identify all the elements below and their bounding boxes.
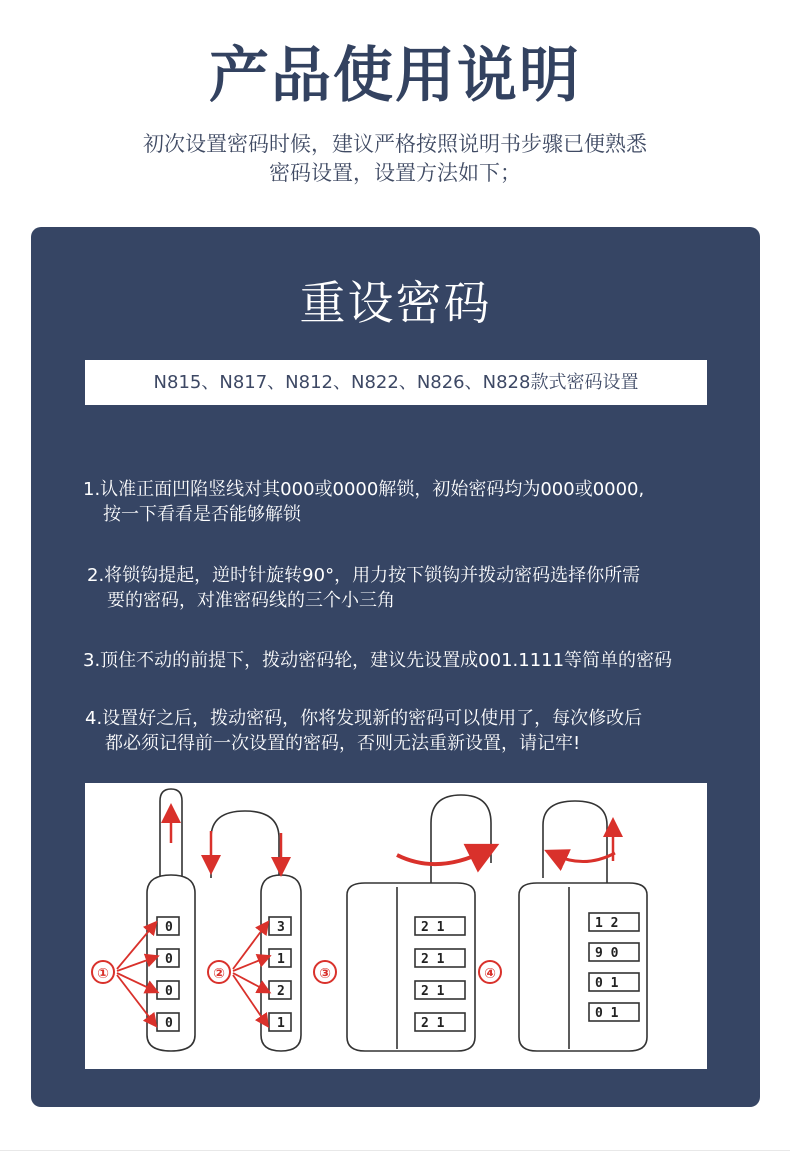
intro-line-2: 密码设置，设置方法如下； [269, 161, 521, 185]
intro-text [0, 130, 790, 188]
step-4-line-2: 都必须记得前一次设置的密码，否则无法重新设置，请记牢! [105, 733, 581, 754]
panel-title: 重设密码 [299, 276, 492, 330]
step-1-line-1: 1.认准正面凹陷竖线对其000或0000解锁，初始密码均为000或0000, [83, 479, 645, 500]
lock-2-digit-1: 3 [277, 920, 285, 935]
lock-2-digit-4: 1 [277, 1016, 285, 1031]
marker-3 [314, 961, 336, 983]
lock-3-digits-1: 2 1 [421, 920, 445, 935]
step-3-line-1: 3.顶住不动的前提下，拨动密码轮，建议先设置成001.1111等简单的密码 [83, 650, 673, 671]
lock-3-digits-3: 2 1 [421, 984, 445, 999]
marker-4 [479, 961, 501, 983]
step-1 [83, 477, 753, 527]
models-label: N815、N817、N812、N822、N826、N828款式密码设置 [85, 360, 707, 405]
lock-illustration [85, 783, 707, 1069]
lock-1-digit-4: 0 [165, 1016, 173, 1031]
marker-4-label: ④ [484, 966, 496, 982]
lock-3-digits-4: 2 1 [421, 1016, 445, 1031]
lock-3-digits-2: 2 1 [421, 952, 445, 967]
step-2-line-1: 2.将锁钩提起，逆时针旋转90°，用力按下锁钩并拨动密码选择你所需 [87, 565, 641, 586]
reset-password-panel [31, 227, 760, 1107]
lock-1-digit-2: 0 [165, 952, 173, 967]
lock-4 [519, 801, 647, 1051]
marker-1 [92, 961, 114, 983]
marker-1-label: ① [97, 966, 109, 982]
step-2-line-2: 要的密码，对准密码线的三个小三角 [107, 590, 395, 611]
lock-4-digits-4: 0 1 [595, 1006, 619, 1021]
step-1-line-2: 按一下看看是否能够解锁 [103, 504, 301, 525]
intro-line-1: 初次设置密码时候，建议严格按照说明书步骤已便熟悉 [143, 132, 647, 156]
lock-2-digit-2: 1 [277, 952, 285, 967]
lock-4-digits-3: 0 1 [595, 976, 619, 991]
step-2 [87, 563, 757, 613]
lock-1-digit-1: 0 [165, 920, 173, 935]
step-3 [83, 648, 753, 673]
lock-2 [211, 811, 301, 1051]
bottom-divider [0, 1150, 790, 1151]
step-4-line-1: 4.设置好之后，拨动密码，你将发现新的密码可以使用了，每次修改后 [85, 708, 643, 729]
page-title: 产品使用说明 [209, 41, 581, 111]
marker-2 [208, 961, 230, 983]
lock-4-digits-2: 9 0 [595, 946, 619, 961]
lock-diagram [85, 783, 707, 1069]
lock-1-digit-3: 0 [165, 984, 173, 999]
lock-4-digits-1: 1 2 [595, 916, 619, 931]
lock-3 [347, 795, 491, 1051]
step-4 [85, 706, 755, 756]
lock-2-digit-3: 2 [277, 984, 285, 999]
marker-2-label: ② [213, 966, 225, 982]
marker-3-label: ③ [319, 966, 331, 982]
